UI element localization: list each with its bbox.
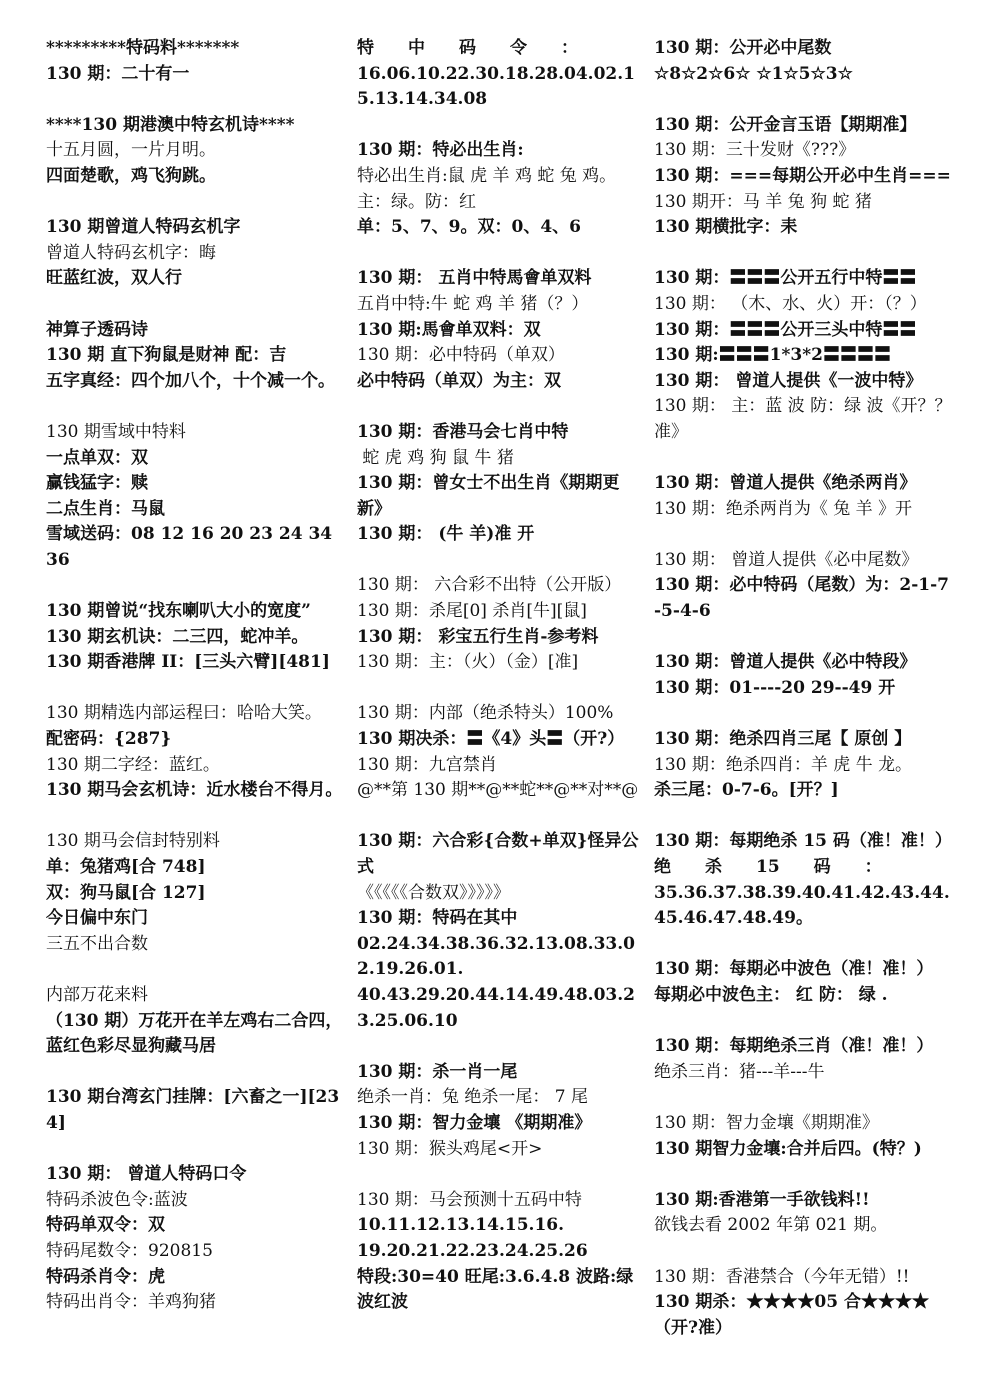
text-line: 130 期： 曾道人提供《必中尾数》 bbox=[654, 549, 919, 570]
text-line: 雪域送码：08 12 16 20 23 24 34 36 bbox=[46, 524, 339, 570]
blank-line bbox=[46, 292, 346, 318]
text-line: 130 期：马会预测十五码中特 bbox=[357, 1189, 582, 1210]
blank-line bbox=[46, 804, 346, 830]
text-line: 130 期： （木、水、火）开：（？） bbox=[654, 293, 927, 314]
blank-line bbox=[357, 394, 639, 420]
text-line: 蛇 虎 鸡 狗 鼠 牛 猪 bbox=[357, 447, 514, 468]
blank-line bbox=[654, 1009, 954, 1035]
text-line: 130 期： 曾道人特码口令 bbox=[46, 1164, 247, 1185]
text-line: *********特码料******* bbox=[46, 38, 240, 58]
text-line: 130 期：杀一肖一尾 bbox=[357, 1061, 518, 1082]
text-line: 绝杀一肖：兔 绝杀一尾： 7 尾 bbox=[357, 1087, 589, 1108]
text-line: 神算子透码诗 bbox=[46, 319, 148, 340]
text-line: 130 期：香港禁合（今年无错）!! bbox=[654, 1266, 910, 1287]
blank-line bbox=[46, 573, 346, 599]
blank-line bbox=[46, 190, 346, 216]
text-line: 130 期：每期绝杀三肖（准！准！） bbox=[654, 1036, 934, 1057]
text-line: 杀三尾：0-7-6。[开？] bbox=[654, 780, 839, 801]
text-line: 130 期： 主：蓝 波 防：绿 波《开？？准》 bbox=[654, 396, 952, 442]
text-line: 三五不出合数 bbox=[46, 933, 148, 954]
text-line: 赢钱猛字：赎 bbox=[46, 473, 148, 494]
blank-line bbox=[46, 676, 346, 702]
blank-line bbox=[654, 625, 954, 651]
text-line: 《《《《《合数双》》》》》 bbox=[357, 882, 510, 903]
text-line: 130 期：绝杀四肖三尾【 原创 】 bbox=[654, 729, 912, 750]
text-line: 130 期开：马 羊 兔 狗 蛇 猪 bbox=[654, 191, 872, 212]
text-line: 130 期香港牌 II：[三头六臂][481] bbox=[46, 652, 330, 673]
text-line: 130 期曾说“找东喇叭大小的宽度” bbox=[46, 601, 311, 622]
text-line: 130 期横批字：耒 bbox=[654, 217, 798, 238]
text-line: 130 期马会信封特别料 bbox=[46, 831, 220, 852]
text-line: 130 期台湾玄门挂牌：[六畜之一][234] bbox=[46, 1087, 340, 1133]
text-line: 绝 杀 15 码 ： bbox=[654, 857, 882, 877]
blank-line bbox=[357, 676, 639, 702]
text-line: 绝杀三肖：猪---羊---牛 bbox=[654, 1061, 825, 1082]
blank-line bbox=[654, 1085, 954, 1111]
text-line: 130 期：绝杀四肖：羊 虎 牛 龙。 bbox=[654, 754, 913, 775]
text-line: 五肖中特:牛 蛇 鸡 羊 猪（？） bbox=[357, 293, 589, 314]
text-line: 130 期：三十发财《???》 bbox=[654, 140, 856, 161]
text-line: 130 期：01----20 29--49 开 bbox=[654, 677, 896, 698]
text-line: 130 期： 曾道人提供《一波中特》 bbox=[654, 370, 923, 391]
text-line: 130 期:〓〓〓1*3*2〓〓〓〓 bbox=[654, 345, 891, 366]
text-line: ****130 期港澳中特玄机诗**** bbox=[46, 114, 295, 135]
text-line: 130 期： (牛 羊)准 开 bbox=[357, 524, 535, 545]
text-line: 今日偏中东门 bbox=[46, 908, 148, 929]
text-line: 130 期雪域中特料 bbox=[46, 421, 186, 442]
text-line: 130 期：杀尾[0] 杀肖[牛][鼠] bbox=[357, 601, 587, 622]
text-line: 130 期： 五肖中特馬會单双料 bbox=[357, 268, 592, 289]
blank-line bbox=[654, 241, 954, 267]
blank-line bbox=[357, 241, 639, 267]
left-column bbox=[46, 36, 346, 1316]
blank-line bbox=[654, 1239, 954, 1265]
text-line: 二点生肖：马鼠 bbox=[46, 498, 165, 519]
text-line: 130 期：===每期公开必中生肖=== bbox=[654, 165, 951, 186]
text-line: 特码出肖令：羊鸡狗猪 bbox=[46, 1292, 216, 1313]
text-line: 130 期二字经：蓝红。 bbox=[46, 754, 220, 775]
text-line: 双：狗马鼠[合 127] bbox=[46, 882, 206, 903]
text-line: 特码杀肖令：虎 bbox=[46, 1266, 165, 1287]
blank-line bbox=[654, 446, 954, 472]
blank-line bbox=[654, 522, 954, 548]
text-line: 130 期：曾道人提供《绝杀两肖》 bbox=[654, 473, 917, 494]
text-line: 130 期： 六合彩不出特（公开版） bbox=[357, 575, 622, 596]
blank-line bbox=[357, 1034, 639, 1060]
text-line: 130 期：绝杀两肖为《 兔 羊 》开 bbox=[654, 498, 913, 519]
text-line: 130 期：智力金壤《期期准》 bbox=[654, 1112, 879, 1133]
blank-line bbox=[46, 87, 346, 113]
text-line: 每期必中波色主： 红 防： 绿 . bbox=[654, 984, 888, 1005]
text-line: 130 期杀：★★★★05 合★★★★（开?准） bbox=[654, 1292, 929, 1338]
text-line: 内部万花来料 bbox=[46, 984, 148, 1005]
text-line: 130 期：智力金壤 《期期准》 bbox=[357, 1112, 592, 1133]
blank-line bbox=[654, 804, 954, 830]
text-line: 130 期：九宫禁肖 bbox=[357, 754, 497, 775]
blank-line bbox=[654, 701, 954, 727]
text-line: （130 期）万花开在羊左鸡右二合四，蓝红色彩尽显狗藏马居 bbox=[46, 1010, 343, 1057]
text-line: 130 期：公开必中尾数 bbox=[654, 38, 832, 58]
text-line: 130 期：猴头鸡尾<开> bbox=[357, 1138, 543, 1159]
text-line: 四面楚歌，鸡飞狗跳。 bbox=[46, 165, 216, 186]
middle-column bbox=[357, 36, 639, 1316]
text-line: 一点单双：双 bbox=[46, 447, 148, 468]
text-line: 130 期曾道人特码玄机字 bbox=[46, 217, 241, 238]
text-line: 130 期:馬會单双料：双 bbox=[357, 319, 541, 340]
text-line: 130 期：曾女士不出生肖《期期更新》 bbox=[357, 473, 620, 519]
text-line: 130 期马会玄机诗：近水楼台不得月。 bbox=[46, 780, 343, 801]
text-line: 十五月圆，一片月明。 bbox=[46, 140, 216, 161]
text-line: 130 期：公开金言玉语【期期准】 bbox=[654, 114, 917, 135]
text-line: 130 期：特码在其中 bbox=[357, 908, 518, 929]
blank-line bbox=[357, 548, 639, 574]
text-line: ☆8☆2☆6☆ ☆1☆5☆3☆ bbox=[654, 63, 853, 84]
text-line: 单：兔猪鸡[合 748] bbox=[46, 857, 206, 877]
text-line: 130 期：内部（绝杀特头）100% bbox=[357, 703, 614, 724]
text-line: 40.43.29.20.44.14.49.48.03.23.25.06.10 bbox=[357, 984, 636, 1031]
text-line: 130 期：必中特码（单双） bbox=[357, 345, 565, 366]
blank-line bbox=[357, 1162, 639, 1188]
text-line: 130 期精选内部运程曰：哈哈大笑。 bbox=[46, 703, 322, 724]
text-line: 单：5、7、9。双：0、4、6 bbox=[357, 217, 581, 238]
text-line: 35.36.37.38.39.40.41.42.43.44.45.46.47.48.49。 bbox=[654, 882, 950, 929]
text-line: 欲钱去看 2002 年第 021 期。 bbox=[654, 1215, 888, 1236]
text-line: 130 期：香港马会七肖中特 bbox=[357, 421, 569, 442]
text-line: 旺蓝红波，双人行 bbox=[46, 268, 182, 289]
text-line: 必中特码（单双）为主：双 bbox=[357, 370, 561, 391]
text-line: 130 期：曾道人提供《必中特段》 bbox=[654, 652, 917, 673]
text-line: 02.24.34.38.36.32.13.08.33.02.19.26.01. bbox=[357, 933, 636, 980]
text-line: 10.11.12.13.14.15.16. bbox=[357, 1215, 565, 1236]
text-line: 特段:30=40 旺尾:3.6.4.8 波路:绿波红波 bbox=[357, 1266, 634, 1313]
text-line: 特码杀波色令:蓝波 bbox=[46, 1189, 188, 1210]
text-line: 130 期 直下狗鼠是财神 配：吉 bbox=[46, 345, 287, 366]
right-column bbox=[654, 36, 954, 1341]
text-line: 特码尾数令：920815 bbox=[46, 1240, 213, 1261]
blank-line bbox=[46, 1060, 346, 1086]
text-line: @**第 130 期**@**蛇**@**对**@ bbox=[357, 780, 639, 801]
text-line: 130 期:香港第一手欲钱料!! bbox=[654, 1189, 870, 1210]
text-line: 130 期决杀：〓《4》头〓（开?） bbox=[357, 729, 625, 750]
text-line: 19.20.21.22.23.24.25.26 bbox=[357, 1240, 588, 1261]
text-line: 主：绿。防：红 bbox=[357, 191, 476, 212]
text-line: 特 中 码 令 ： bbox=[357, 38, 578, 58]
text-line: 130 期：二十有一 bbox=[46, 63, 190, 84]
blank-line bbox=[357, 113, 639, 139]
text-line: 130 期： 彩宝五行生肖-参考料 bbox=[357, 626, 599, 647]
blank-line bbox=[654, 87, 954, 113]
text-line: 曾道人特码玄机字：晦 bbox=[46, 242, 216, 263]
text-line: 16.06.10.22.30.18.28.04.02.15.13.14.34.08 bbox=[357, 63, 636, 110]
text-line: 130 期玄机诀：二三四，蛇冲羊。 bbox=[46, 626, 309, 647]
text-line: 130 期：六合彩{合数+单双}怪异公式 bbox=[357, 831, 639, 877]
blank-line bbox=[654, 1162, 954, 1188]
text-line: 130 期：特必出生肖: bbox=[357, 140, 524, 161]
text-line: 130 期：〓〓〓公开三头中特〓〓 bbox=[654, 319, 917, 340]
text-line: 配密码：{287} bbox=[46, 729, 172, 750]
text-line: 130 期智力金壤:合并后四。(特？) bbox=[654, 1138, 922, 1159]
text-line: 130 期：必中特码（尾数）为：2-1-7-5-4-6 bbox=[654, 575, 950, 622]
text-line: 特码单双令：双 bbox=[46, 1215, 165, 1236]
text-line: 五字真经：四个加八个，十个减一个。 bbox=[46, 370, 335, 391]
blank-line bbox=[46, 394, 346, 420]
text-line: 130 期：主：（火）（金）[准] bbox=[357, 652, 579, 673]
blank-line bbox=[46, 957, 346, 983]
text-line: 特必出生肖:鼠 虎 羊 鸡 蛇 兔 鸡。 bbox=[357, 165, 617, 186]
text-line: 130 期：每期绝杀 15 码（准！准！） bbox=[654, 831, 952, 852]
text-line: 130 期：每期必中波色（准！准！） bbox=[654, 959, 934, 980]
blank-line bbox=[654, 932, 954, 958]
blank-line bbox=[46, 1137, 346, 1163]
text-line: 130 期：〓〓〓公开五行中特〓〓 bbox=[654, 268, 917, 289]
blank-line bbox=[357, 804, 639, 830]
